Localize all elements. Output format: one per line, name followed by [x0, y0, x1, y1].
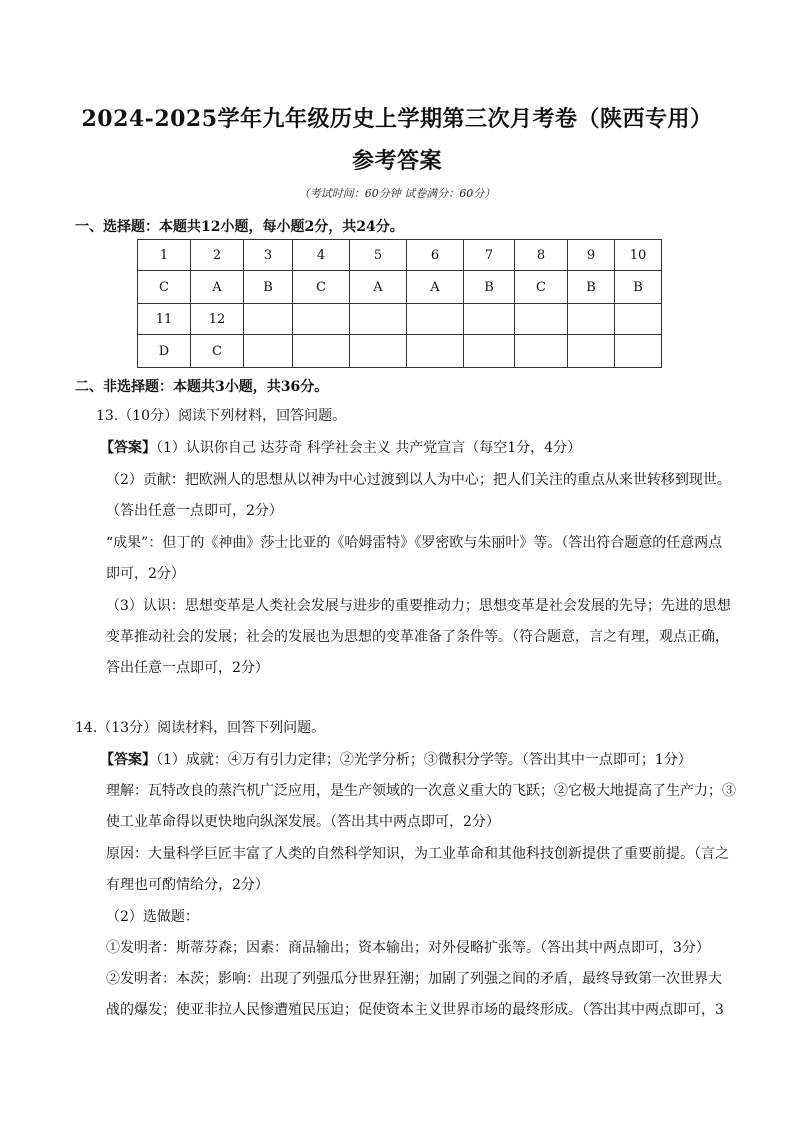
- table-row: [138, 240, 662, 271]
- exam-info: （考试时间：60分钟 试卷满分：60分）: [298, 187, 496, 200]
- table-cell: C: [515, 271, 568, 304]
- question-13-answer-2-note: （答出任意一点即可，2分）: [106, 503, 283, 519]
- table-cell: A: [191, 271, 244, 304]
- question-13-answer-2-results: “成果”：但丁的《神曲》莎士比亚的《哈姆雷特》《罗密欧与朱丽叶》等。（答出符合题意的任意两点: [106, 535, 723, 551]
- section-1-heading: 一、选择题：本题共12小题，每小题2分，共24分。: [75, 219, 404, 235]
- table-cell: C: [191, 335, 244, 368]
- question-13-title: 13.（10分）阅读下列材料，回答问题。: [96, 408, 347, 424]
- table-cell: B: [244, 271, 293, 304]
- table-cell: C: [293, 271, 350, 304]
- table-cell: [407, 335, 464, 368]
- question-13-answer-2-results-note: 即可，2分）: [106, 566, 185, 582]
- answer-tag: 【答案】: [100, 440, 156, 456]
- table-cell: [568, 304, 615, 335]
- table-cell: [293, 335, 350, 368]
- question-14-answer-1: [100, 750, 692, 770]
- table-cell: C: [138, 271, 191, 304]
- table-cell: [244, 335, 293, 368]
- table-cell: B: [568, 271, 615, 304]
- question-14-reason-cont: 有理也可酌情给分，2分）: [106, 877, 269, 893]
- table-cell: 9: [568, 240, 615, 271]
- table-cell: [293, 304, 350, 335]
- section-2-heading: 二、非选择题：本题共3小题，共36分。: [75, 379, 329, 395]
- table-cell: 10: [615, 240, 662, 271]
- question-14-option-1: ①发明者：斯蒂芬森；因素：商品输出；资本输出；对外侵略扩张等。（答出其中两点即可，3分）: [106, 940, 710, 956]
- table-cell: 8: [515, 240, 568, 271]
- table-cell: B: [615, 271, 662, 304]
- answer-text: （1）认识你自己 达芬奇 科学社会主义 共产党宣言（每空1分，4分）: [156, 440, 582, 456]
- question-13-answer-3: （3）认识：思想变革是人类社会发展与进步的重要推动力；思想变革是社会发展的先导；先进的思想: [106, 598, 731, 614]
- table-cell: 6: [407, 240, 464, 271]
- question-13-answer-3-cont: 变革推动社会的发展；社会的发展也为思想的变革准备了条件等。（符合题意，言之有理，观点正确，: [106, 629, 729, 645]
- table-cell: 7: [464, 240, 515, 271]
- table-cell: [350, 335, 407, 368]
- table-cell: 4: [293, 240, 350, 271]
- table-cell: 12: [191, 304, 244, 335]
- table-cell: 11: [138, 304, 191, 335]
- table-row: [138, 335, 662, 368]
- table-cell: [515, 304, 568, 335]
- table-cell: [464, 335, 515, 368]
- table-cell: 5: [350, 240, 407, 271]
- table-cell: [407, 304, 464, 335]
- question-14-understanding: 理解：瓦特改良的蒸汽机广泛应用，是生产领域的一次意义重大的飞跃；②它极大地提高了生产力；③: [106, 783, 736, 799]
- answer-text: （1）成就：④万有引力定律；②光学分析；③微积分学等。（答出其中一点即可；1分）: [156, 752, 692, 768]
- table-cell: [464, 304, 515, 335]
- table-cell: A: [407, 271, 464, 304]
- question-14-option-2: ②发明者：本茨；影响：出现了列强瓜分世界狂潮；加剧了列强之间的矛盾，最终导致第一次世界大: [106, 971, 722, 987]
- table-row: [138, 271, 662, 304]
- table-cell: [568, 335, 615, 368]
- question-14-reason: 原因：大量科学巨匠丰富了人类的自然科学知识，为工业革命和其他科技创新提供了重要前提。（言之: [106, 846, 729, 862]
- table-cell: D: [138, 335, 191, 368]
- question-14-answer-2: （2）选做题：: [106, 909, 199, 925]
- question-14-title: 14.（13分）阅读材料，回答下列问题。: [75, 720, 326, 736]
- table-cell: 1: [138, 240, 191, 271]
- table-cell: [244, 304, 293, 335]
- table-cell: A: [350, 271, 407, 304]
- table-row: [138, 304, 662, 335]
- table-cell: 3: [244, 240, 293, 271]
- question-13-answer-2: （2）贡献：把欧洲人的思想从以神为中心过渡到以人为中心；把人们关注的重点从来世转移到现世。: [106, 472, 731, 488]
- question-13-answer-1: [100, 438, 581, 458]
- document-subtitle: 参考答案: [351, 148, 442, 174]
- question-14-understanding-cont: 使工业革命得以更快地向纵深发展。（答出其中两点即可，2分）: [106, 814, 500, 830]
- question-13-answer-3-note: 答出任意一点即可，2分）: [106, 660, 269, 676]
- table-cell: [515, 335, 568, 368]
- table-cell: B: [464, 271, 515, 304]
- table-cell: [350, 304, 407, 335]
- answer-table: [137, 239, 662, 368]
- table-cell: 2: [191, 240, 244, 271]
- table-cell: [615, 335, 662, 368]
- table-cell: [615, 304, 662, 335]
- answer-tag: 【答案】: [100, 752, 156, 768]
- question-14-option-2-cont: 战的爆发；使亚非拉人民惨遭殖民压迫；促使资本主义世界市场的最终形成。（答出其中两点即可，3: [106, 1002, 724, 1018]
- document-title: 2024-2025学年九年级历史上学期第三次月考卷（陕西专用）: [81, 106, 713, 132]
